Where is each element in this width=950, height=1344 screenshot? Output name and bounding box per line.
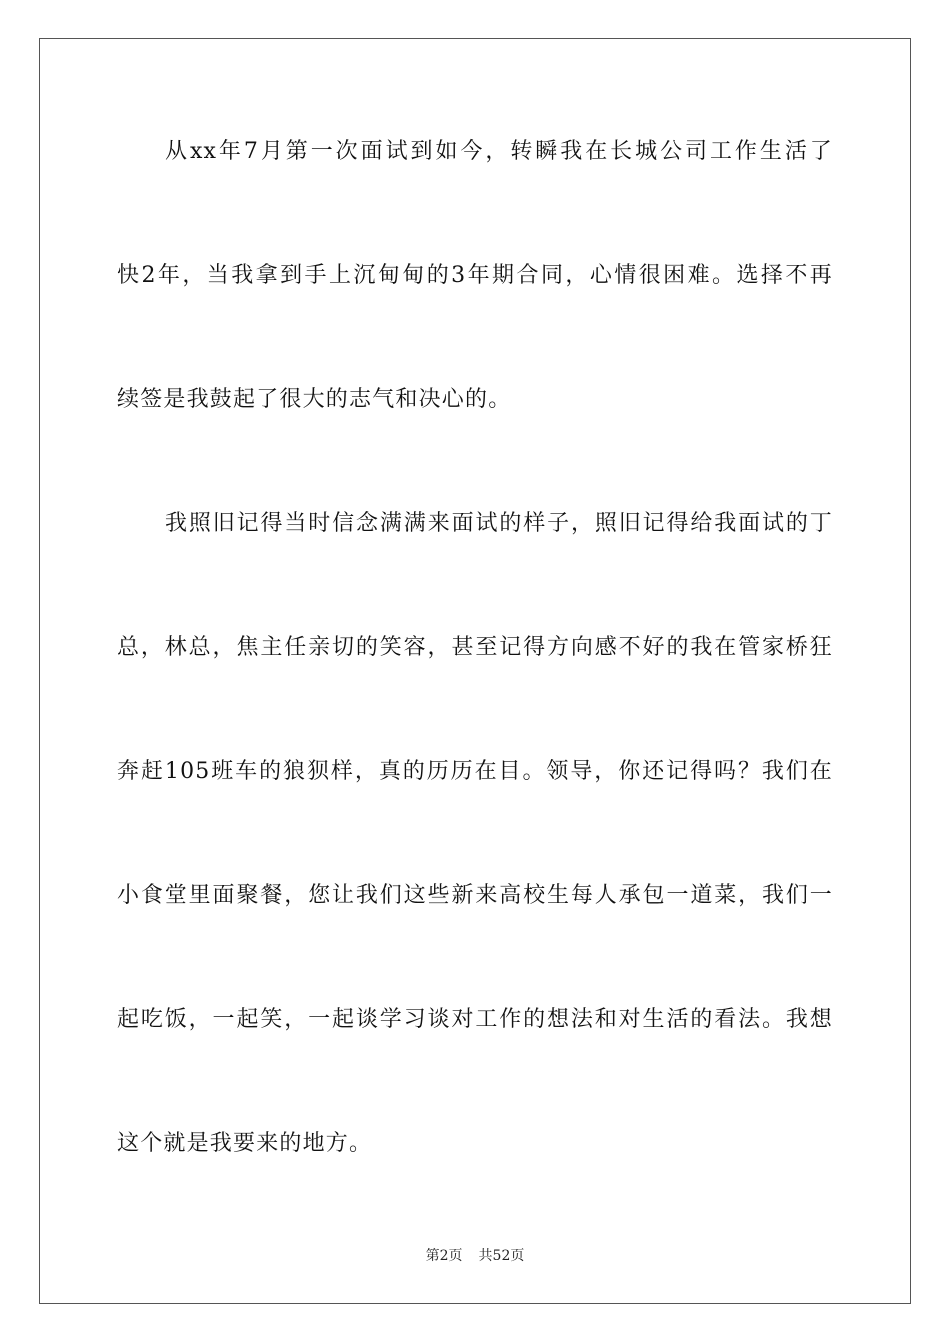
paragraph-1-line-2: 快2年，当我拿到手上沉甸甸的3年期合同，心情很困难。选择不再	[117, 263, 833, 288]
paragraph-2-line-5: 起吃饭，一起笑，一起谈学习谈对工作的想法和对生活的看法。我想	[117, 1007, 833, 1032]
paragraph-1-line-1: 从xx年7月第一次面试到如今，转瞬我在长城公司工作生活了	[165, 139, 833, 164]
paragraph-1-line-3: 续签是我鼓起了很大的志气和决心的。	[117, 387, 512, 412]
page-total: 共52页	[478, 1248, 525, 1264]
page-footer	[0, 1247, 950, 1265]
paragraph-2-line-4: 小食堂里面聚餐，您让我们这些新来高校生每人承包一道菜，我们一	[117, 883, 833, 908]
paragraph-2-line-6: 这个就是我要来的地方。	[117, 1131, 373, 1156]
paragraph-2-line-1: 我照旧记得当时信念满满来面试的样子，照旧记得给我面试的丁	[165, 511, 833, 536]
page-number: 第2页	[425, 1248, 463, 1264]
paragraph-2-line-3: 奔赶105班车的狼狈样，真的历历在目。领导，你还记得吗？我们在	[117, 759, 833, 784]
page-frame	[39, 38, 911, 1304]
paragraph-2-line-2: 总，林总，焦主任亲切的笑容，甚至记得方向感不好的我在管家桥狂	[117, 635, 833, 660]
